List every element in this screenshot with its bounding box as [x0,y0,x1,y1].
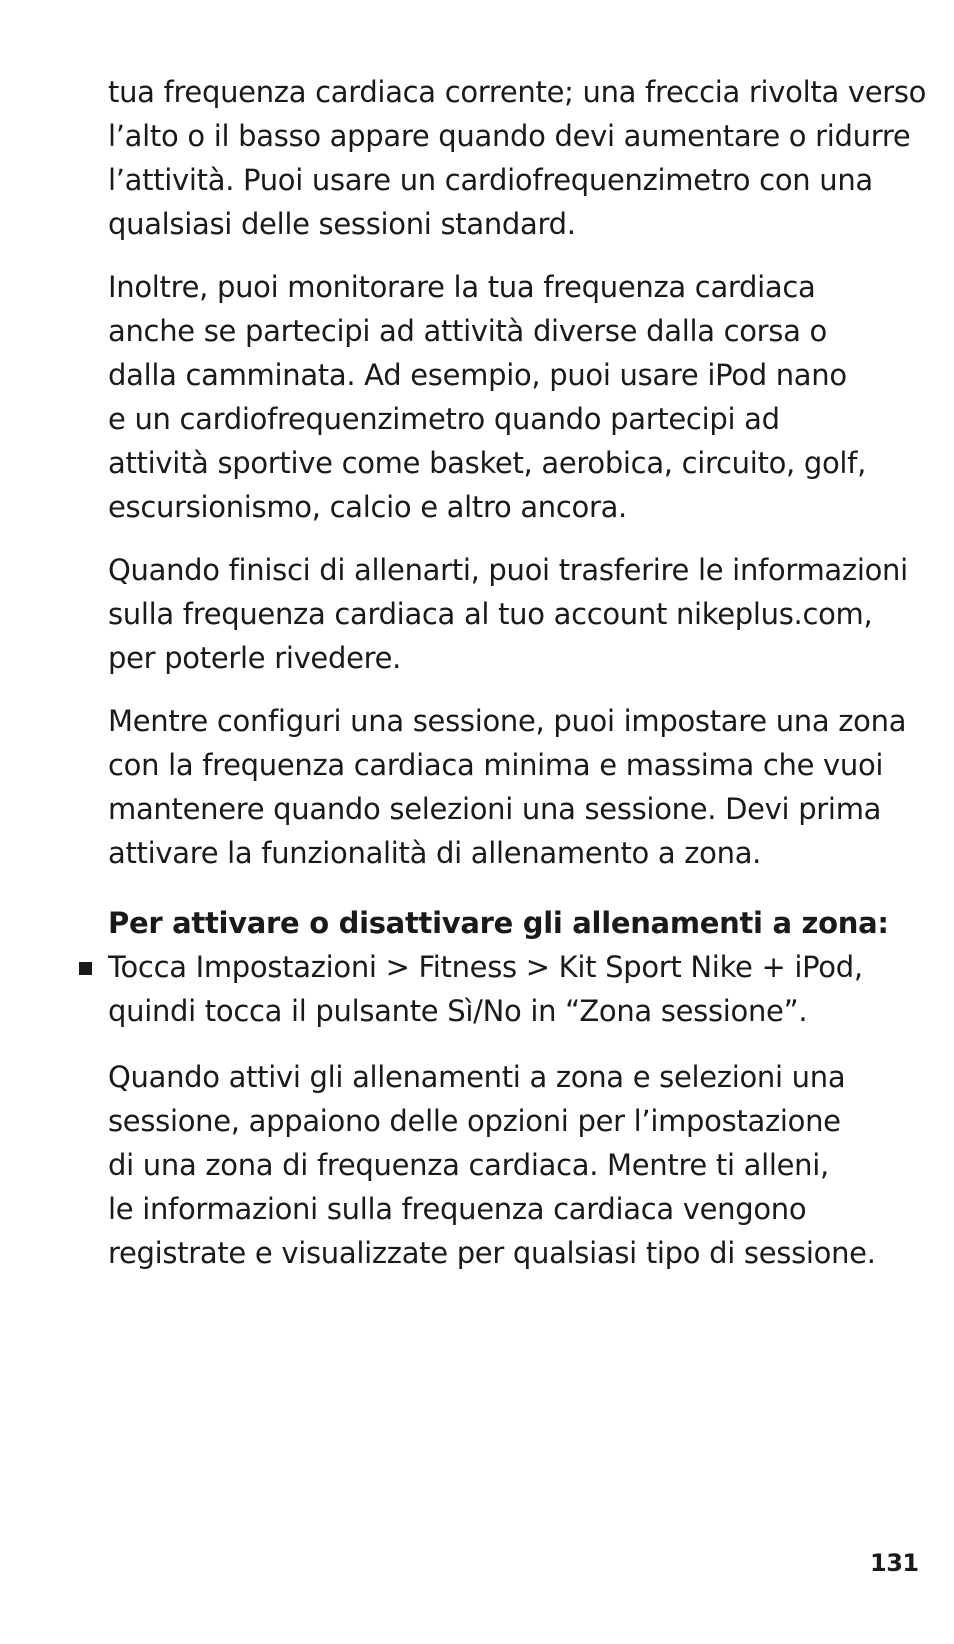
text-line: di una zona di frequenza cardiaca. Mentre ti alleni, [108,1148,829,1182]
paragraph-transfer-info [108,548,908,680]
procedure-heading: Per attivare o disattivare gli allenamenti a zona: [108,906,889,940]
procedure-step [108,945,898,1033]
text-line: registrate e visualizzate per qualsiasi tipo di sessione. [108,1236,876,1270]
square-bullet-icon [79,962,92,975]
text-line: le informazioni sulla frequenza cardiaca vengono [108,1192,807,1226]
text-line: per poterle rivedere. [108,641,402,675]
text-line: l’alto o il basso appare quando devi aumentare o ridurre [108,119,911,153]
paragraph-heart-rate-arrow [108,70,927,246]
paragraph-other-activities [108,265,898,529]
text-line: quindi tocca il pulsante Sì/No in “Zona sessione”. [108,994,808,1028]
text-line: Quando finisci di allenarti, puoi trasferire le informazioni [108,553,908,587]
paragraph-zone-setup [108,699,907,875]
text-line: Mentre configuri una sessione, puoi impostare una zona [108,704,907,738]
text-line: attività sportive come basket, aerobica, circuito, golf, [108,446,866,480]
text-line: tua frequenza cardiaca corrente; una freccia rivolta verso [108,75,927,109]
text-line: con la frequenza cardiaca minima e massima che vuoi [108,748,884,782]
text-line: escursionismo, calcio e altro ancora. [108,490,627,524]
text-line: Inoltre, puoi monitorare la tua frequenza cardiaca [108,270,816,304]
text-line: anche se partecipi ad attività diverse dalla corsa o [108,314,827,348]
text-line: l’attività. Puoi usare un cardiofrequenzimetro con una [108,163,873,197]
text-line: qualsiasi delle sessioni standard. [108,207,576,241]
paragraph-zone-training [108,1055,898,1275]
text-line: Tocca Impostazioni > Fitness > Kit Sport Nike + iPod, [108,950,863,984]
page-content [108,70,927,1294]
text-line: e un cardiofrequenzimetro quando partecipi ad [108,402,780,436]
text-line: dalla camminata. Ad esempio, puoi usare iPod nano [108,358,847,392]
text-line: sessione, appaiono delle opzioni per l’impostazione [108,1104,841,1138]
text-line: sulla frequenza cardiaca al tuo account nikeplus.com, [108,597,873,631]
text-line: attivare la funzionalità di allenamento a zona. [108,836,762,870]
page-number: 131 [870,1549,919,1577]
text-line: Quando attivi gli allenamenti a zona e selezioni una [108,1060,846,1094]
text-line: mantenere quando selezioni una sessione. Devi prima [108,792,882,826]
procedure-step-text [108,945,898,1033]
